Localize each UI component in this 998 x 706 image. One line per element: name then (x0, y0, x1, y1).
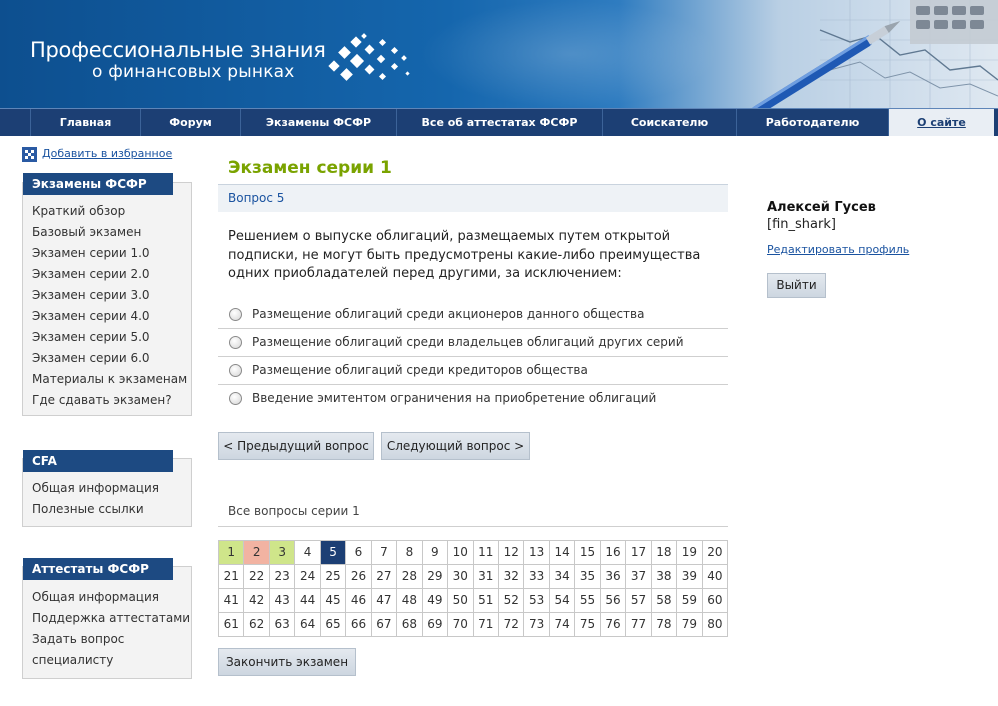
answer-text[interactable]: Размещение облигаций среди акционеров данного общества (252, 307, 645, 321)
sidebar-item-certs-info[interactable]: Общая информация (32, 590, 159, 604)
logo-diamonds-icon (322, 32, 422, 88)
page-title: Экзамен серии 1 (228, 158, 392, 178)
sidebar-cfa-list (32, 478, 159, 520)
next-question-button[interactable]: Следующий вопрос > (381, 432, 530, 460)
finish-exam-button[interactable]: Закончить экзамен (218, 648, 356, 676)
divider (218, 526, 728, 527)
question-number-27[interactable]: 27 (372, 565, 397, 589)
nav-job-seeker[interactable]: Соискателю (602, 109, 736, 136)
question-grid-row (219, 613, 728, 637)
edit-profile-link[interactable]: Редактировать профиль (767, 243, 910, 256)
nav-fsfr-exams[interactable]: Экзамены ФСФР (240, 109, 396, 136)
answer-option[interactable] (218, 329, 728, 357)
sidebar-item-basic-exam[interactable]: Базовый экзамен (32, 225, 142, 239)
question-number-58[interactable]: 58 (652, 589, 677, 613)
logo-title[interactable]: Профессиональные знания (30, 38, 326, 62)
question-number-7[interactable]: 7 (372, 541, 397, 565)
question-number-59[interactable]: 59 (677, 589, 702, 613)
logout-button[interactable]: Выйти (767, 273, 826, 298)
question-number-28[interactable]: 28 (397, 565, 422, 589)
sidebar-box-fsfr-exams (22, 177, 192, 416)
question-text: Решением о выпуске облигаций, размещаемых путем открытой подписки, не могут быть предусмотрены какие-либо преимущества одних приобладателей перед другими, за исключением: (228, 229, 701, 281)
question-number-41[interactable]: 41 (219, 589, 244, 613)
question-number-26[interactable]: 26 (346, 565, 371, 589)
question-number-24[interactable]: 24 (295, 565, 320, 589)
question-number-67[interactable]: 67 (372, 613, 397, 637)
question-number-9[interactable]: 9 (423, 541, 448, 565)
question-number-80[interactable]: 80 (703, 613, 728, 637)
all-questions-label: Все вопросы серии 1 (228, 504, 360, 518)
sidebar-item-exam-1[interactable]: Экзамен серии 1.0 (32, 246, 150, 260)
add-to-favorites-link[interactable]: Добавить в избранное (42, 147, 173, 160)
question-number-53[interactable]: 53 (524, 589, 549, 613)
question-number-18[interactable]: 18 (652, 541, 677, 565)
sidebar-box-title: CFA (23, 450, 173, 472)
question-number-65[interactable]: 65 (321, 613, 346, 637)
question-number-29[interactable]: 29 (423, 565, 448, 589)
user-login: [fin_shark] (767, 217, 836, 232)
question-number-1[interactable]: 1 (219, 541, 244, 565)
question-number-49[interactable]: 49 (423, 589, 448, 613)
question-number-31[interactable]: 31 (474, 565, 499, 589)
question-number-61[interactable]: 61 (219, 613, 244, 637)
question-number-68[interactable]: 68 (397, 613, 422, 637)
sidebar-item-exam-4[interactable]: Экзамен серии 4.0 (32, 309, 150, 323)
radio-button[interactable] (229, 392, 242, 405)
sidebar-item-exam-2[interactable]: Экзамен серии 2.0 (32, 267, 150, 281)
question-number-17[interactable]: 17 (626, 541, 651, 565)
question-number-54[interactable]: 54 (550, 589, 575, 613)
question-number-72[interactable]: 72 (499, 613, 524, 637)
question-number-40[interactable]: 40 (703, 565, 728, 589)
question-number-4[interactable]: 4 (295, 541, 320, 565)
question-number-6[interactable]: 6 (346, 541, 371, 565)
question-number-33[interactable]: 33 (524, 565, 549, 589)
sidebar-item-exam-6[interactable]: Экзамен серии 6.0 (32, 351, 150, 365)
radio-button[interactable] (229, 308, 242, 321)
question-number-2[interactable]: 2 (244, 541, 269, 565)
question-number-66[interactable]: 66 (346, 613, 371, 637)
sidebar-item-certs-support[interactable]: Поддержка аттестатами (32, 611, 191, 625)
question-number-32[interactable]: 32 (499, 565, 524, 589)
question-number-46[interactable]: 46 (346, 589, 371, 613)
question-number-39[interactable]: 39 (677, 565, 702, 589)
sidebar-item-exam-5[interactable]: Экзамен серии 5.0 (32, 330, 150, 344)
question-number-20[interactable]: 20 (703, 541, 728, 565)
question-number-36[interactable]: 36 (601, 565, 626, 589)
question-number-73[interactable]: 73 (524, 613, 549, 637)
question-number-30[interactable]: 30 (448, 565, 473, 589)
question-number-25[interactable]: 25 (321, 565, 346, 589)
question-number-70[interactable]: 70 (448, 613, 473, 637)
question-number-34[interactable]: 34 (550, 565, 575, 589)
sidebar-item-where-to-take[interactable]: Где сдавать экзамен? (32, 393, 172, 407)
user-name: Алексей Гусев (767, 200, 876, 215)
question-number-5[interactable]: 5 (321, 541, 346, 565)
question-number-22[interactable]: 22 (244, 565, 269, 589)
question-number-62[interactable]: 62 (244, 613, 269, 637)
nav-home[interactable]: Главная (30, 109, 140, 136)
question-number-55[interactable]: 55 (575, 589, 600, 613)
question-number-75[interactable]: 75 (575, 613, 600, 637)
sidebar-item-cfa-info[interactable]: Общая информация (32, 481, 159, 495)
question-number-74[interactable]: 74 (550, 613, 575, 637)
question-number-23[interactable]: 23 (270, 565, 295, 589)
question-number-12[interactable]: 12 (499, 541, 524, 565)
sidebar-box-title: Аттестаты ФСФР (23, 558, 173, 580)
answer-option[interactable] (218, 385, 728, 413)
question-number-3[interactable]: 3 (270, 541, 295, 565)
nav-about[interactable]: О сайте (888, 109, 994, 136)
question-number-8[interactable]: 8 (397, 541, 422, 565)
header-glow (420, 0, 720, 108)
answer-text[interactable]: Введение эмитентом ограничения на приобретение облигаций (252, 391, 657, 405)
question-number-69[interactable]: 69 (423, 613, 448, 637)
question-number-56[interactable]: 56 (601, 589, 626, 613)
nav-employer[interactable]: Работодателю (736, 109, 888, 136)
radio-button[interactable] (229, 364, 242, 377)
sidebar-box-certificates (22, 562, 192, 679)
question-number-11[interactable]: 11 (474, 541, 499, 565)
question-number-42[interactable]: 42 (244, 589, 269, 613)
answer-option[interactable] (218, 357, 728, 385)
answer-text[interactable]: Размещение облигаций среди владельцев облигаций других серий (252, 335, 684, 349)
header-finance-illustration (700, 0, 998, 108)
question-number-50[interactable]: 50 (448, 589, 473, 613)
logo-subtitle[interactable]: о финансовых рынках (92, 62, 295, 82)
question-number-13[interactable]: 13 (524, 541, 549, 565)
sidebar-item-cfa-links[interactable]: Полезные ссылки (32, 502, 144, 516)
question-grid-row (219, 565, 728, 589)
question-number-47[interactable]: 47 (372, 589, 397, 613)
sidebar-box-cfa (22, 454, 192, 527)
question-number-10[interactable]: 10 (448, 541, 473, 565)
question-grid-row (219, 589, 728, 613)
sidebar-item-overview[interactable]: Краткий обзор (32, 204, 126, 218)
question-number-60[interactable]: 60 (703, 589, 728, 613)
question-label: Вопрос 5 (228, 191, 285, 205)
question-header (218, 184, 728, 212)
question-number-15[interactable]: 15 (575, 541, 600, 565)
question-number-14[interactable]: 14 (550, 541, 575, 565)
sidebar-item-exam-3[interactable]: Экзамен серии 3.0 (32, 288, 150, 302)
question-number-45[interactable]: 45 (321, 589, 346, 613)
sidebar-exams-list (32, 201, 187, 411)
answer-option[interactable] (218, 301, 728, 329)
question-number-77[interactable]: 77 (626, 613, 651, 637)
question-number-21[interactable]: 21 (219, 565, 244, 589)
question-number-71[interactable]: 71 (474, 613, 499, 637)
question-number-76[interactable]: 76 (601, 613, 626, 637)
question-number-16[interactable]: 16 (601, 541, 626, 565)
question-number-79[interactable]: 79 (677, 613, 702, 637)
site-header (0, 0, 998, 108)
nav-forum[interactable]: Форум (140, 109, 240, 136)
sidebar-item-specialist[interactable]: специалисту (32, 653, 114, 667)
question-number-43[interactable]: 43 (270, 589, 295, 613)
question-grid (218, 540, 728, 637)
favorites-icon (22, 147, 37, 162)
question-number-38[interactable]: 38 (652, 565, 677, 589)
question-number-37[interactable]: 37 (626, 565, 651, 589)
sidebar-certs-list (32, 587, 190, 671)
nav-certificates[interactable]: Все об аттестатах ФСФР (396, 109, 602, 136)
question-number-78[interactable]: 78 (652, 613, 677, 637)
question-number-52[interactable]: 52 (499, 589, 524, 613)
question-number-51[interactable]: 51 (474, 589, 499, 613)
question-number-48[interactable]: 48 (397, 589, 422, 613)
question-number-63[interactable]: 63 (270, 613, 295, 637)
question-number-44[interactable]: 44 (295, 589, 320, 613)
sidebar-item-materials[interactable]: Материалы к экзаменам (32, 372, 188, 386)
sidebar-box-title: Экзамены ФСФР (23, 173, 173, 195)
sidebar-item-ask-question[interactable]: Задать вопрос (32, 632, 125, 646)
question-grid-row (219, 541, 728, 565)
radio-button[interactable] (229, 336, 242, 349)
question-number-35[interactable]: 35 (575, 565, 600, 589)
main-navigation (0, 108, 998, 136)
question-number-19[interactable]: 19 (677, 541, 702, 565)
question-number-57[interactable]: 57 (626, 589, 651, 613)
answer-text[interactable]: Размещение облигаций среди кредиторов общества (252, 363, 588, 377)
question-number-64[interactable]: 64 (295, 613, 320, 637)
previous-question-button[interactable]: < Предыдущий вопрос (218, 432, 374, 460)
